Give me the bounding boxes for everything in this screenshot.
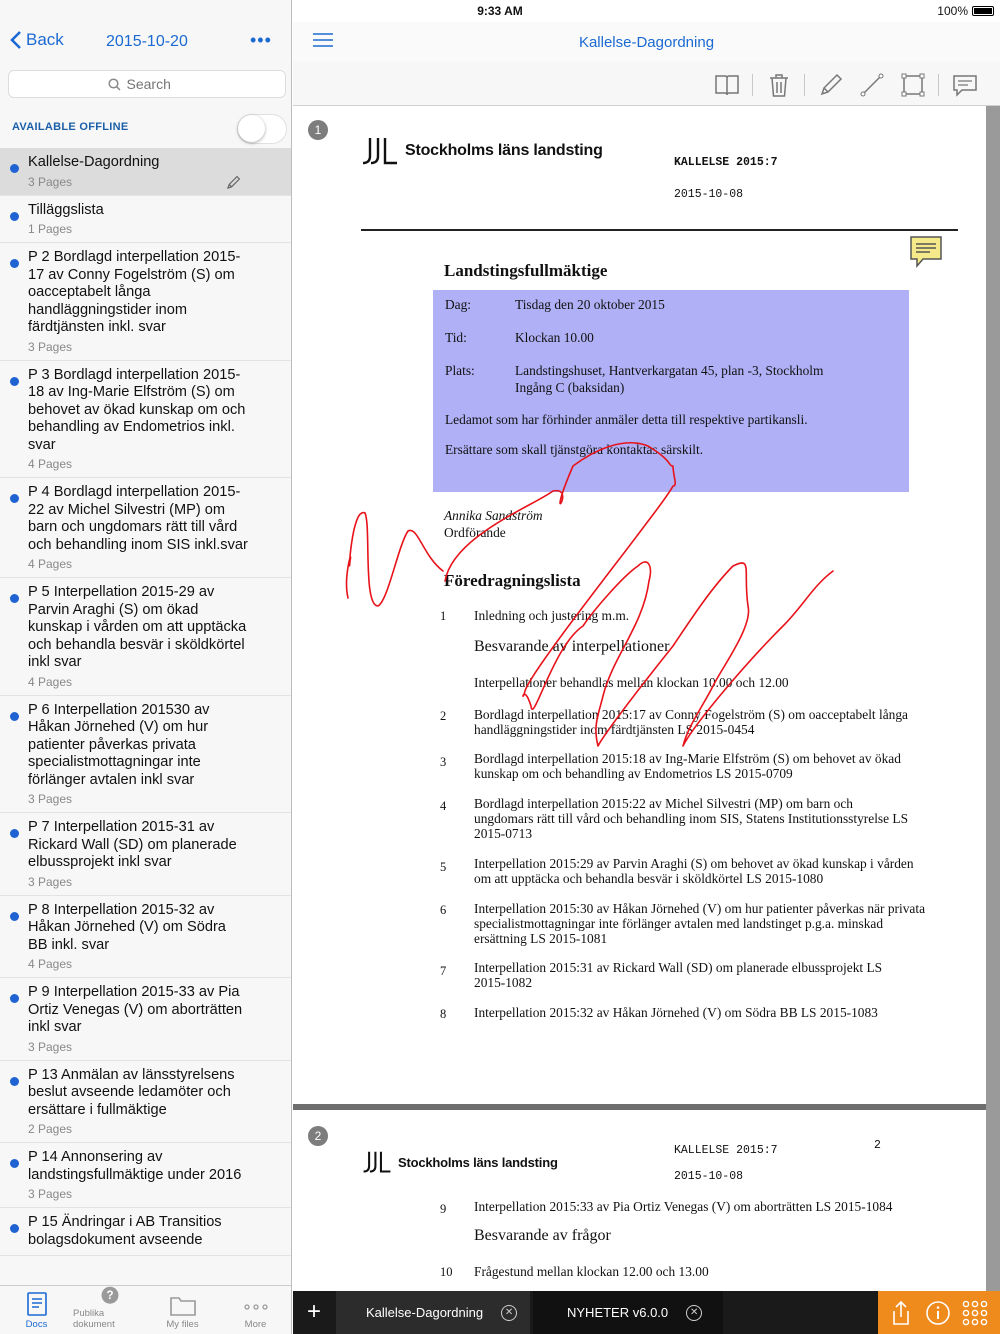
plats-value-line2: Ingång C (baksidan) bbox=[515, 380, 625, 395]
unread-dot-icon bbox=[10, 1159, 19, 1168]
document-title: P 7 Interpellation 2015-31 av Rickard Wall (SD) om planerade elbussprojekt inkl svar bbox=[28, 819, 237, 870]
agenda-number: 2 bbox=[440, 709, 447, 723]
agenda-number: 5 bbox=[440, 860, 447, 874]
document-title: P 3 Bordlagd interpellation 2015-18 av Ing-Marie Elfström (S) om behovet av ökad kunskap om och behandling av Endometrios inkl. svar bbox=[28, 366, 246, 453]
tab-more[interactable] bbox=[219, 1286, 292, 1334]
agenda-item: Interpellation 2015:32 av Håkan Jörnehed (V) om Södra BB LS 2015-1083 bbox=[474, 1005, 878, 1020]
assembly-heading: Landstingsfullmäktige bbox=[444, 261, 608, 280]
tab-docs-label: Docs bbox=[25, 1319, 48, 1330]
page-count: 3 Pages bbox=[28, 1187, 73, 1201]
document-list-item[interactable] bbox=[0, 896, 292, 979]
document-list bbox=[0, 148, 292, 1256]
page-count: 1 Pages bbox=[28, 222, 73, 236]
document-title: P 4 Bordlagd interpellation 2015-22 av Michel Silvestri (MP) om barn och ungdomars rätt till vård och behandling inom SIS inkl.svar bbox=[28, 484, 248, 553]
battery-icon bbox=[972, 6, 994, 16]
plats-value-line1: Landstingshuset, Hantverkargatan 45, plan -3, Stockholm bbox=[515, 363, 824, 378]
toolbar-separator bbox=[804, 74, 805, 96]
battery-percent: 100% bbox=[937, 4, 968, 18]
interpellation-time: Interpellationer behandlas mellan klockan 10.00 och 12.00 bbox=[474, 675, 789, 690]
toggle-knob bbox=[238, 115, 265, 142]
document-title: P 15 Ändringar i AB Transitios bolagsdokument avseende bbox=[28, 1214, 222, 1248]
document-list-item[interactable] bbox=[0, 696, 292, 814]
unread-dot-icon bbox=[10, 259, 19, 268]
page-count: 4 Pages bbox=[28, 457, 73, 471]
line-icon[interactable] bbox=[859, 72, 885, 98]
meeting-date: 2015-10-20 bbox=[106, 33, 188, 50]
chevron-left-icon bbox=[10, 30, 22, 50]
organization-name: Stockholms läns landsting bbox=[405, 142, 603, 159]
plats-label: Plats: bbox=[445, 363, 475, 378]
page-number-badge: 1 bbox=[308, 120, 328, 140]
signer-name: Annika Sandström bbox=[444, 508, 543, 523]
tab-bar bbox=[0, 1285, 292, 1334]
document-list-item[interactable] bbox=[0, 578, 292, 696]
organization-name: Stockholms läns landsting bbox=[398, 1154, 558, 1170]
document-title: P 2 Bordlagd interpellation 2015-17 av Conny Fogelström (S) om oacceptabelt långa handläggningstider inom färdtjänsten inkl. svar bbox=[28, 249, 241, 335]
document-header bbox=[293, 22, 1000, 62]
search-bar[interactable] bbox=[8, 70, 286, 98]
agenda-number: 4 bbox=[440, 799, 447, 813]
more-dots-icon bbox=[242, 1297, 270, 1317]
pencil-icon bbox=[226, 174, 242, 190]
document-date: 2015-10-08 bbox=[674, 188, 744, 201]
section-interpellations: Besvarande av interpellationer bbox=[474, 638, 670, 655]
tab-kallelse-dagordning[interactable] bbox=[336, 1291, 530, 1334]
section-questions: Besvarande av frågor bbox=[474, 1227, 611, 1244]
sidebar-nav bbox=[0, 22, 292, 62]
tab-docs[interactable] bbox=[0, 1286, 73, 1334]
unread-dot-icon bbox=[10, 594, 19, 603]
document-code: KALLELSE 2015:7 bbox=[674, 156, 778, 169]
document-list-item[interactable] bbox=[0, 361, 292, 479]
page-count: 3 Pages bbox=[28, 792, 73, 806]
book-icon[interactable] bbox=[714, 72, 740, 98]
unread-dot-icon bbox=[10, 1077, 19, 1086]
unread-dot-icon bbox=[10, 164, 19, 173]
notice-substitutes: Ersättare som skall tjänstgöra kontaktas särskilt. bbox=[445, 442, 704, 457]
back-label: Back bbox=[26, 30, 64, 49]
tab-more-label: More bbox=[244, 1319, 267, 1330]
sll-logo-icon bbox=[362, 1150, 392, 1174]
info-icon[interactable] bbox=[925, 1300, 951, 1326]
annotation-toolbar bbox=[293, 62, 1000, 106]
tab-label: Kallelse-Dagordning bbox=[366, 1305, 484, 1320]
document-list-item[interactable] bbox=[0, 813, 292, 896]
unread-dot-icon bbox=[10, 994, 19, 1003]
agenda-item: Interpellation 2015:33 av Pia Ortiz Venegas (V) om aborträtten LS 2015-1084 bbox=[474, 1199, 893, 1214]
tab-nyheter[interactable] bbox=[533, 1291, 723, 1334]
clock: 9:33 AM bbox=[477, 4, 523, 18]
page-label: 2 bbox=[874, 1139, 881, 1152]
page-count: 3 Pages bbox=[28, 1039, 73, 1054]
agenda-number: 3 bbox=[440, 755, 447, 769]
page-count: 4 Pages bbox=[28, 557, 73, 571]
agenda-item: Frågestund mellan klockan 12.00 och 13.00 bbox=[474, 1264, 709, 1279]
unread-dot-icon bbox=[10, 1224, 19, 1233]
dag-label: Dag: bbox=[445, 297, 472, 312]
pencil-icon[interactable] bbox=[818, 72, 844, 98]
document-title: Kallelse-Dagordning bbox=[28, 154, 160, 170]
page-count: 3 Pages bbox=[28, 174, 73, 189]
tid-label: Tid: bbox=[445, 330, 467, 345]
question-bubble-icon bbox=[97, 1286, 123, 1306]
document-title: P 6 Interpellation 201530 av Håkan Jörnehed (V) om hur patienter påverkas privata specialistmottagningar inte förlänger avtalen inkl svar bbox=[28, 701, 210, 788]
unread-dot-icon bbox=[10, 494, 19, 503]
back-button[interactable] bbox=[10, 30, 64, 50]
agenda-item: Inledning och justering m.m. bbox=[474, 608, 630, 623]
close-icon[interactable]: ✕ bbox=[501, 1305, 517, 1321]
page-count: 3 Pages bbox=[28, 874, 73, 889]
document-list-item[interactable] bbox=[0, 196, 292, 244]
agenda-number: 10 bbox=[440, 1265, 453, 1279]
page-count: 4 Pages bbox=[28, 957, 73, 971]
agenda-number: 9 bbox=[440, 1202, 447, 1216]
page-count: 4 Pages bbox=[28, 674, 73, 689]
document-icon bbox=[25, 1291, 49, 1317]
available-offline-toggle[interactable] bbox=[237, 114, 287, 144]
toolbar-separator bbox=[752, 74, 753, 96]
agenda-number: 8 bbox=[440, 1007, 447, 1021]
search-icon bbox=[108, 78, 121, 91]
agenda-item: Interpellation 2015:29 av Parvin Araghi (S) om behovet av ökad kunskap i vården om att upptäcka och behandla besvär i sköldkörtel LS 2015-1080 bbox=[474, 856, 914, 887]
agenda-number: 1 bbox=[440, 609, 447, 623]
comment-icon[interactable] bbox=[952, 72, 978, 98]
document-title: P 9 Interpellation 2015-33 av Pia Ortiz Venegas (V) om aborträtten inkl svar bbox=[28, 984, 243, 1035]
document-code: KALLELSE 2015:7 bbox=[674, 1144, 778, 1157]
page-number-badge: 2 bbox=[308, 1126, 328, 1146]
sidebar bbox=[0, 0, 292, 1334]
page-separator bbox=[293, 1104, 986, 1110]
dag-value: Tisdag den 20 oktober 2015 bbox=[515, 297, 665, 312]
document-list-item[interactable] bbox=[0, 148, 292, 196]
tab-my-files-label: My files bbox=[166, 1319, 199, 1330]
agenda-item: Interpellation 2015:30 av Håkan Jörnehed (V) om hur patienter påverkas när privata specialistmottagningar inte förlänger avtalen med landstinget p.g.a. minskad ersättning LS 2015-1081 bbox=[474, 901, 926, 947]
agenda-item: Bordlagd interpellation 2015:17 av Conny Fogelström (S) om oacceptabelt långa handläggningstider inom färdtjänsten LS 2015-0454 bbox=[474, 707, 908, 738]
add-tab-button[interactable]: + bbox=[306, 1298, 321, 1325]
page-count: 2 Pages bbox=[28, 1122, 73, 1136]
agenda-item: Interpellation 2015:31 av Rickard Wall (SD) om planerade elbussprojekt LS 2015-1082 bbox=[474, 960, 883, 991]
tab-my-files[interactable] bbox=[146, 1286, 219, 1334]
document-title: P 13 Anmälan av länsstyrelsens beslut avseende ledamöter och ersättare i fullmäktige bbox=[28, 1066, 235, 1118]
document-list-item[interactable] bbox=[0, 978, 292, 1061]
unread-dot-icon bbox=[10, 377, 19, 386]
document-title: P 14 Annonsering av landstingsfullmäktige under 2016 bbox=[28, 1149, 242, 1183]
unread-dot-icon bbox=[10, 829, 19, 838]
folder-icon bbox=[169, 1293, 197, 1317]
notice-absence: Ledamot som har förhinder anmäler detta till respektive partikansli. bbox=[445, 412, 808, 427]
document-list-item[interactable] bbox=[0, 1061, 292, 1144]
agenda-item: Bordlagd interpellation 2015:18 av Ing-Marie Elfström (S) om behovet av ökad kunskap om och behandling av Endometrios LS 2015-0709 bbox=[474, 751, 901, 782]
tab-public-label: Publika dokument bbox=[73, 1308, 115, 1330]
agenda-item: Bordlagd interpellation 2015:22 av Michel Silvestri (MP) om barn och ungdomars rätt till vård och behandling inom SIS, Statens Institutionsstyrelse LS 2015-0713 bbox=[474, 796, 909, 842]
agenda-title: Föredragningslista bbox=[444, 571, 581, 590]
document-list-item[interactable] bbox=[0, 1143, 292, 1208]
unread-dot-icon bbox=[10, 212, 19, 221]
document-list-item[interactable] bbox=[0, 243, 292, 361]
action-panel bbox=[878, 1291, 1000, 1334]
svg-text:?: ? bbox=[105, 1290, 114, 1303]
page-count: 3 Pages bbox=[28, 339, 73, 354]
more-options-button[interactable]: ••• bbox=[250, 30, 272, 50]
document-list-item[interactable] bbox=[0, 478, 292, 578]
trash-icon[interactable] bbox=[766, 72, 792, 98]
signer-role: Ordförande bbox=[444, 525, 506, 540]
toolbar-separator bbox=[938, 74, 939, 96]
search-input[interactable] bbox=[127, 76, 187, 92]
open-documents-bar bbox=[293, 1291, 1000, 1334]
grid-icon[interactable] bbox=[962, 1300, 988, 1326]
tid-value: Klockan 10.00 bbox=[515, 330, 594, 345]
unread-dot-icon bbox=[10, 712, 19, 721]
document-title: Tilläggslista bbox=[28, 201, 104, 218]
share-icon[interactable] bbox=[890, 1300, 912, 1326]
freehand-ink-annotation[interactable] bbox=[293, 106, 1000, 1106]
tab-public-documents[interactable] bbox=[73, 1286, 146, 1334]
unread-dot-icon bbox=[10, 912, 19, 921]
available-offline-label: AVAILABLE OFFLINE bbox=[12, 121, 129, 133]
battery-indicator bbox=[937, 4, 994, 18]
document-date: 2015-10-08 bbox=[674, 1170, 744, 1183]
tab-label: NYHETER v6.0.0 bbox=[567, 1305, 669, 1320]
document-title: P 8 Interpellation 2015-32 av Håkan Jörnehed (V) om Södra BB inkl. svar bbox=[28, 901, 226, 953]
document-title: Kallelse-Dagordning bbox=[578, 34, 715, 51]
close-icon[interactable]: ✕ bbox=[686, 1305, 702, 1321]
document-title: P 5 Interpellation 2015-29 av Parvin Araghi (S) om ökad kunskap i vården om att upptäcka och behandla besvär i sköldkörtel inkl svar bbox=[28, 584, 247, 670]
agenda-number: 6 bbox=[440, 903, 447, 917]
document-list-item[interactable] bbox=[0, 1208, 292, 1256]
organization-logo bbox=[362, 1150, 558, 1174]
rectangle-icon[interactable] bbox=[900, 72, 926, 98]
agenda-number: 7 bbox=[440, 964, 447, 978]
